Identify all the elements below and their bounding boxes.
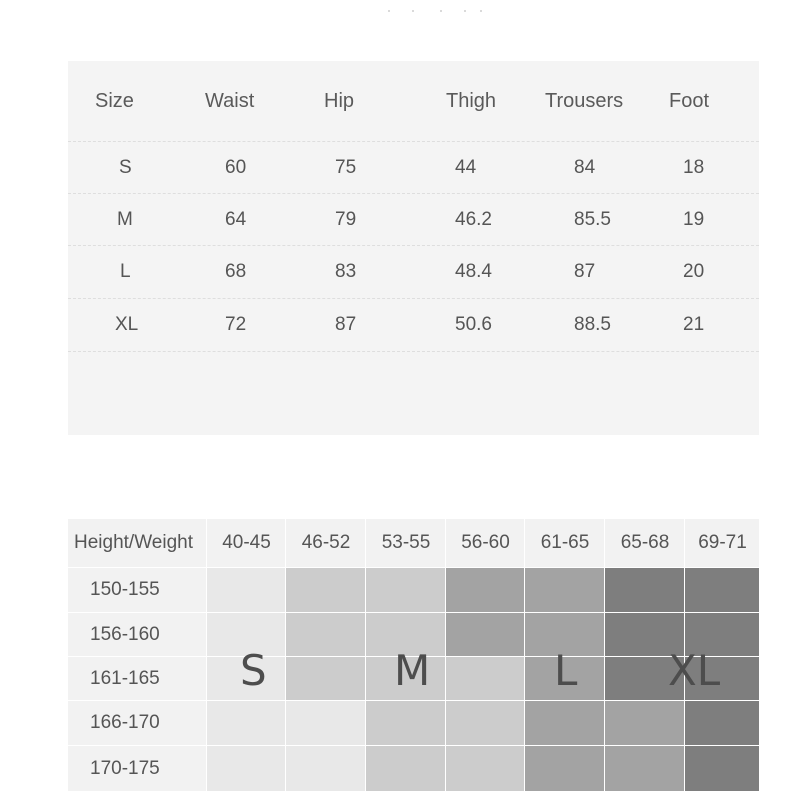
height-range-label: 150-155	[68, 567, 206, 612]
size-label-m: M	[394, 646, 431, 695]
header-thigh: Thigh	[446, 89, 497, 112]
size-grid-cell	[365, 567, 445, 612]
header-trousers: Trousers	[545, 89, 624, 112]
size-grid-cell	[524, 700, 604, 745]
size-grid-cell	[604, 567, 684, 612]
weight-range-header: 61-65	[524, 519, 605, 567]
size-cell: XL	[115, 314, 139, 335]
guide-header	[68, 519, 759, 567]
size-measurement-table	[68, 61, 759, 435]
height-range-label: 161-165	[68, 656, 206, 700]
size-grid-cell	[445, 700, 524, 745]
size-row-s	[68, 141, 759, 194]
size-grid-cell	[365, 700, 445, 745]
size-grid-cell	[285, 656, 365, 700]
weight-range-header: 53-55	[365, 519, 446, 567]
size-grid-cell	[285, 745, 365, 791]
size-grid-cell	[285, 567, 365, 612]
thigh-cell: 46.2	[455, 209, 492, 230]
size-grid-cell	[684, 700, 759, 745]
trousers-cell: 85.5	[574, 209, 611, 230]
size-grid-cell	[604, 700, 684, 745]
size-grid-cell	[206, 567, 285, 612]
trousers-cell: 88.5	[574, 314, 611, 335]
header-foot: Foot	[669, 89, 710, 112]
table-divider	[68, 351, 759, 352]
size-grid-cell	[445, 567, 524, 612]
size-table-header	[68, 61, 759, 141]
foot-cell: 19	[683, 209, 705, 230]
size-grid-cell	[206, 700, 285, 745]
hip-cell: 75	[335, 157, 357, 178]
size-cell: M	[117, 209, 133, 230]
guide-corner-label: Height/Weight	[74, 532, 193, 553]
weight-range-header: 40-45	[206, 519, 286, 567]
size-grid-cell	[285, 612, 365, 656]
waist-cell: 64	[225, 209, 247, 230]
header-waist: Waist	[205, 89, 255, 112]
size-grid-cell	[445, 745, 524, 791]
size-grid-cell	[445, 612, 524, 656]
weight-range-header: 56-60	[445, 519, 525, 567]
foot-cell: 20	[683, 261, 705, 282]
size-grid-cell	[365, 745, 445, 791]
size-label-xl: XL	[668, 646, 721, 695]
size-grid-cell	[445, 656, 524, 700]
height-range-label: 170-175	[68, 745, 206, 791]
waist-cell: 68	[225, 261, 247, 282]
height-weight-size-guide	[68, 519, 759, 791]
thigh-cell: 50.6	[455, 314, 492, 335]
size-row-xl	[68, 298, 759, 351]
trousers-cell: 87	[574, 261, 596, 282]
foot-cell: 18	[683, 157, 705, 178]
size-grid-cell	[206, 745, 285, 791]
size-grid-cell	[684, 745, 759, 791]
hip-cell: 83	[335, 261, 357, 282]
weight-range-header: 69-71	[684, 519, 760, 567]
thigh-cell: 48.4	[455, 261, 492, 282]
trousers-cell: 84	[574, 157, 596, 178]
size-label-s: S	[240, 646, 267, 695]
foot-cell: 21	[683, 314, 705, 335]
height-range-label: 156-160	[68, 612, 206, 656]
size-grid-cell	[684, 567, 759, 612]
size-grid-cell	[285, 700, 365, 745]
weight-range-header: 46-52	[285, 519, 366, 567]
height-range-label: 166-170	[68, 700, 206, 745]
size-label-l: L	[554, 646, 578, 695]
waist-cell: 72	[225, 314, 247, 335]
size-row-l	[68, 245, 759, 298]
size-cell: S	[119, 157, 132, 178]
size-grid-cell	[524, 745, 604, 791]
header-hip: Hip	[324, 89, 355, 112]
size-cell: L	[120, 261, 131, 282]
top-decoration	[384, 8, 484, 14]
weight-range-header: 65-68	[604, 519, 685, 567]
thigh-cell: 44	[455, 157, 477, 178]
size-grid-cell	[604, 745, 684, 791]
header-size: Size	[95, 89, 134, 112]
hip-cell: 79	[335, 209, 357, 230]
waist-cell: 60	[225, 157, 247, 178]
size-row-m	[68, 193, 759, 246]
hip-cell: 87	[335, 314, 357, 335]
size-grid-cell	[524, 567, 604, 612]
